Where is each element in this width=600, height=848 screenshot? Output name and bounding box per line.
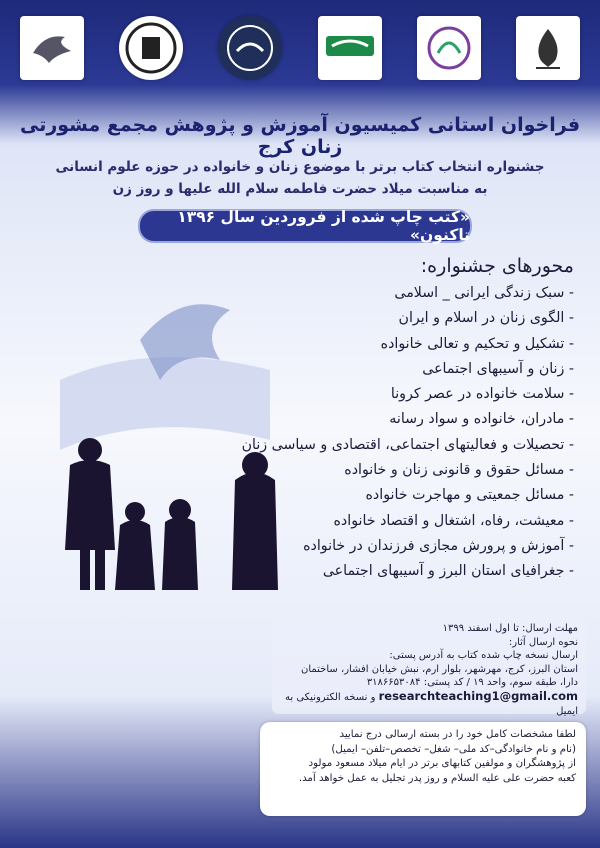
seal-logo: [119, 16, 183, 80]
logo-bar: [20, 8, 580, 88]
eligibility-banner: «کتب چاپ شده از فروردین سال ۱۳۹۶ تاکنون»: [138, 209, 472, 243]
list-item: - مسائل جمعیتی و مهاجرت خانواده: [20, 483, 580, 508]
axes-title: محورهای جشنواره:: [420, 255, 574, 277]
submission-method-label: نحوه ارسال آثار:: [508, 636, 578, 648]
green-flag-logo: [318, 16, 382, 80]
list-item: - آموزش و پرورش مجازی فرزندان در خانواده: [20, 534, 580, 559]
email-instruction: و نسخه الکترونیکی به ایمیل: [285, 691, 578, 717]
notice-line-1: لطفا مشخصات کامل خود را در بسته ارسالی درج نمایید: [339, 729, 576, 740]
notice-line-4: کعبه حضرت علی علیه السلام و روز پدر تجلیل به عمل خواهد آمد.: [298, 772, 576, 784]
postal-address-line-1: استان البرز، کرج، مهرشهر، بلوار ارم، نبش خیابان افشار، ساختمان: [300, 663, 578, 675]
dove-logo: [20, 16, 84, 80]
email-address: researchteaching1@gmail.com: [378, 688, 578, 703]
axes-list: [20, 281, 580, 585]
list-item: - مادران، خانواده و سواد رسانه: [20, 407, 580, 432]
list-item: - معیشت، رفاه، اشتغال و اقتصاد خانواده: [20, 509, 580, 534]
email-line: [280, 690, 578, 718]
notice-box: [260, 722, 586, 816]
festival-axes: [20, 255, 580, 585]
poster-title: فراخوان استانی کمیسیون آموزش و پژوهش مجمع مشورتی زنان کرج: [19, 114, 581, 158]
subtitle-line-1: جشنواره انتخاب کتاب برتر با موضوع زنان و خانواده در حوزه علوم انسانی: [55, 159, 545, 175]
submission-info: [272, 618, 586, 717]
list-item: - سبک زندگی ایرانی _ اسلامی: [20, 281, 580, 306]
calligraphy-logo: [417, 16, 481, 80]
list-item: - جغرافیای استان البرز و آسیبهای اجتماعی: [20, 559, 580, 584]
list-item: - سلامت خانواده در عصر کرونا: [20, 382, 580, 407]
list-item: - مسائل حقوق و قانونی زنان و خانواده: [20, 458, 580, 483]
notice-line-2: (نام و نام خانوادگی–کد ملی– شغل– تخصص–تلفن– ایمیل): [331, 743, 576, 755]
notice-line-3: از پژوهشگران و مولفین کتابهای برتر در ایام میلاد مسعود مولود: [308, 758, 576, 769]
list-item: - تشکیل و تحکیم و تعالی خانواده: [20, 332, 580, 357]
postal-address-line-2: دارا، طبقه سوم، واحد ۱۹ / کد پستی: ۳۱۸۶۶۵۳۰۸۴: [366, 677, 578, 689]
list-item: - زنان و آسیبهای اجتماعی: [20, 357, 580, 382]
deadline-text: مهلت ارسال: تا اول اسفند ۱۳۹۹: [442, 623, 578, 634]
list-item: - تحصیلات و فعالیتهای اجتماعی، اقتصادی و سیاسی زنان: [20, 433, 580, 458]
postal-instruction: ارسال نسخه چاپ شده کتاب به آدرس پستی:: [389, 650, 578, 662]
dark-circle-logo: [218, 16, 282, 80]
subtitle-line-2: به مناسبت میلاد حضرت فاطمه سلام الله علیها و روز زن: [112, 181, 488, 197]
list-item: - الگوی زنان در اسلام و ایران: [20, 306, 580, 331]
ministry-emblem-logo: [516, 16, 580, 80]
festival-subtitle: [0, 156, 600, 200]
